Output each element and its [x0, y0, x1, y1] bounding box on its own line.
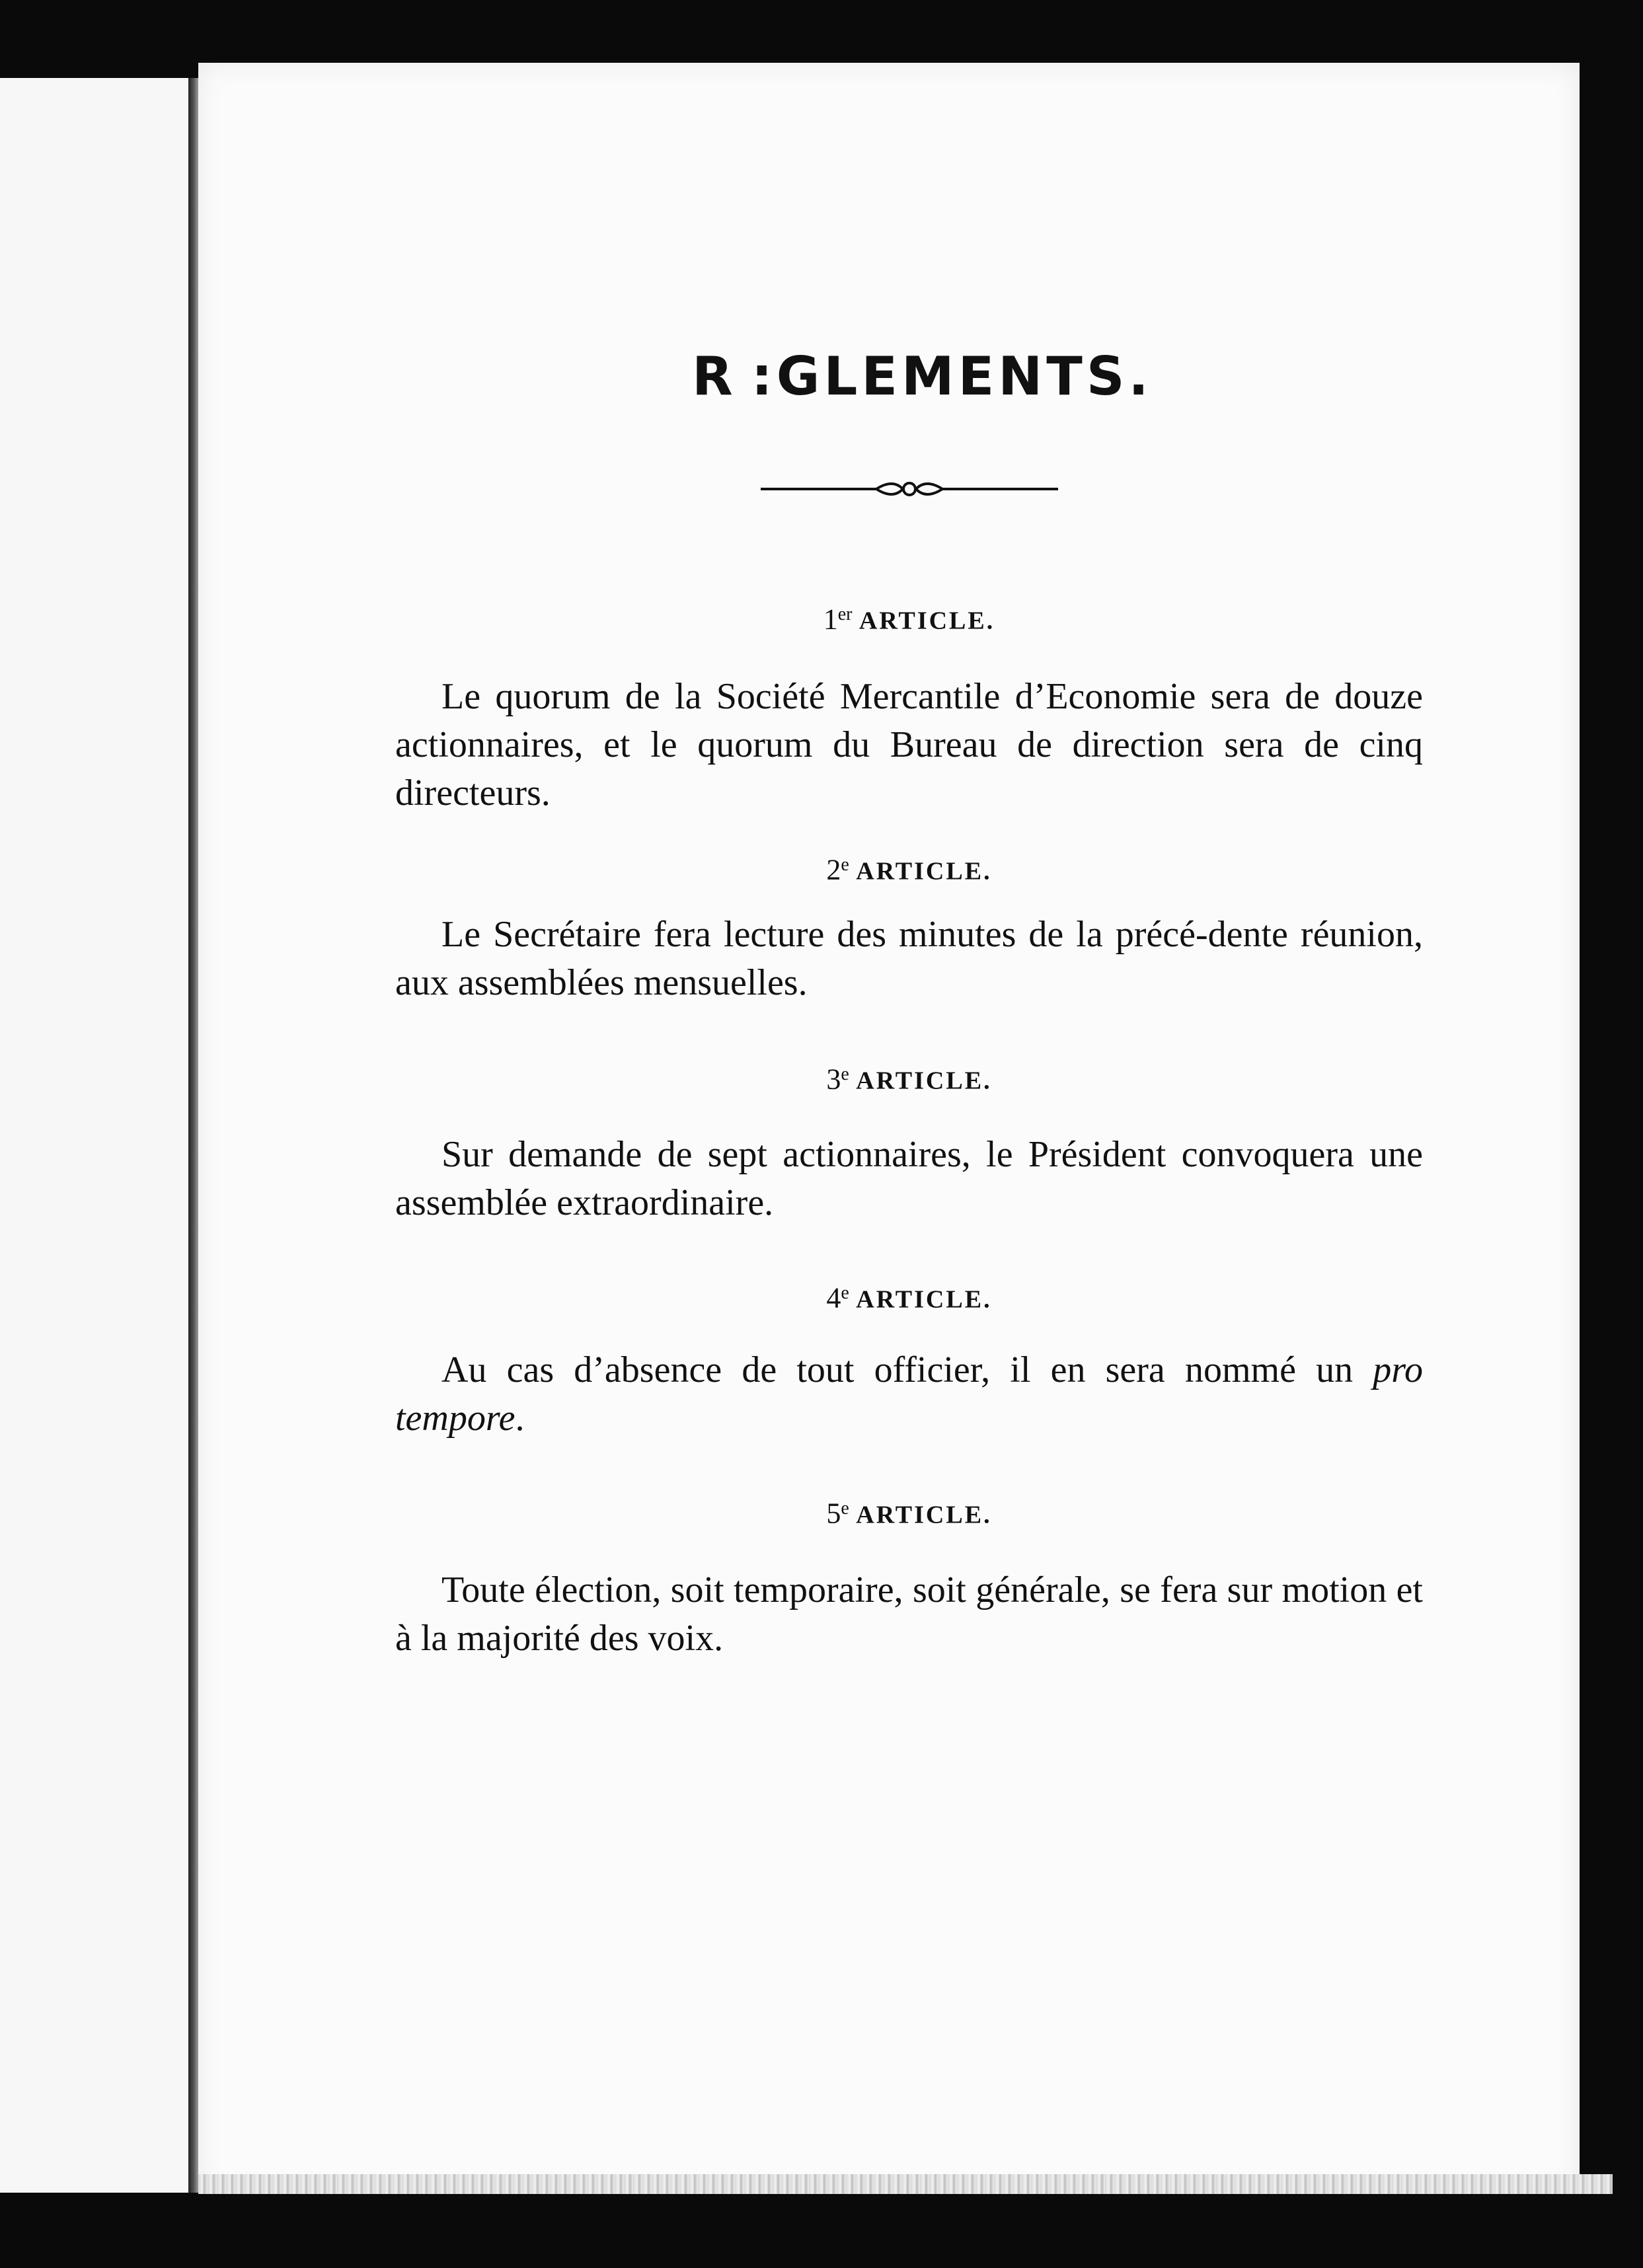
article-suffix: er — [837, 604, 853, 624]
article-heading — [395, 1489, 1423, 1535]
article-heading — [395, 845, 1423, 891]
facing-page — [0, 78, 188, 2193]
article-number: 4 — [826, 1281, 841, 1314]
page-content — [395, 340, 1423, 1663]
article-label: ARTICLE. — [856, 1067, 992, 1095]
article-text: Toute élection, soit temporaire, soit générale, se fera sur motion et à la majorité des voix. — [395, 1569, 1423, 1659]
page-title: R :GLEMENTS. — [692, 346, 1153, 407]
article-label: ARTICLE. — [859, 607, 995, 635]
article-suffix: e — [841, 1064, 849, 1085]
article-heading — [395, 1273, 1423, 1320]
article-text: Sur demande de sept actionnaires, le Président convoquera une assemblée extraordinaire. — [395, 1133, 1423, 1223]
article-number: 5 — [826, 1497, 841, 1530]
italic-phrase: pro tempore — [395, 1349, 1423, 1439]
page-edge — [198, 2174, 1613, 2194]
article-suffix: e — [841, 1282, 849, 1303]
article-number: 1 — [823, 603, 838, 636]
article-suffix: e — [841, 854, 849, 875]
article-number: 3 — [826, 1063, 841, 1096]
ornament-divider-icon — [761, 476, 1058, 502]
article-heading — [395, 1055, 1423, 1101]
article-text: Le quorum de la Société Mercantile d’Economie sera de douze actionnaires, et le quorum du Bureau de direction sera de cinq directeurs. — [395, 675, 1423, 813]
article-heading — [395, 595, 1423, 641]
article-label: ARTICLE. — [856, 1501, 992, 1529]
article-label: ARTICLE. — [856, 857, 992, 886]
article-text: Le Secrétaire fera lecture des minutes de la précé-dente réunion, aux assemblées mensuelles. — [395, 914, 1423, 1004]
article-text: Au cas d’absence de tout officier, il en sera nommé un pro tempore. — [395, 1349, 1423, 1439]
article-number: 2 — [826, 853, 841, 886]
article-label: ARTICLE. — [856, 1285, 992, 1314]
article-suffix: e — [841, 1497, 849, 1519]
